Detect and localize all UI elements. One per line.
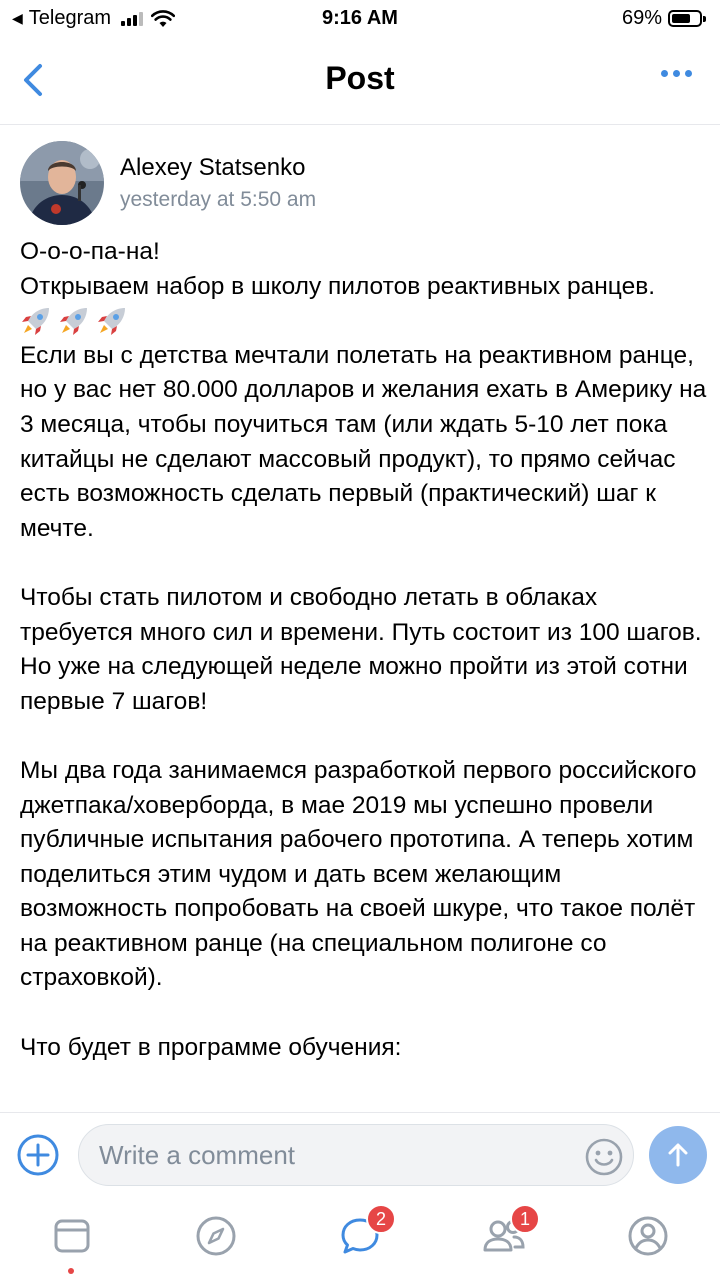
tab-friends[interactable] bbox=[480, 1208, 530, 1260]
avatar[interactable] bbox=[20, 141, 104, 225]
tab-profile[interactable] bbox=[624, 1212, 672, 1260]
author-name[interactable]: Alexey Statsenko bbox=[120, 154, 306, 181]
tab-messages[interactable] bbox=[336, 1208, 386, 1260]
battery-percent: 69% bbox=[621, 7, 662, 29]
add-attachment-icon[interactable] bbox=[16, 1133, 60, 1177]
status-bar bbox=[0, 0, 720, 36]
news-feed-icon bbox=[52, 1216, 92, 1256]
friends-badge: 1 bbox=[510, 1204, 540, 1234]
post-timestamp: yesterday at 5:50 am bbox=[120, 188, 317, 211]
messages-badge: 2 bbox=[366, 1204, 396, 1234]
battery-icon bbox=[668, 10, 702, 27]
back-triangle-icon: ◀ bbox=[12, 10, 23, 26]
clock: 9:16 AM bbox=[322, 7, 398, 29]
post-paragraph: Что будет в программе обучения: bbox=[20, 1033, 402, 1061]
profile-icon bbox=[627, 1215, 669, 1257]
post-paragraph: Чтобы стать пилотом и свободно летать в облаках требуется много сил и времени. Путь состоит из 100 шагов. Но уже на следующей неделе можно пройти из этой сотни первые 7 шагов! bbox=[20, 583, 702, 715]
rocket-icon bbox=[58, 305, 90, 337]
tab-news[interactable] bbox=[48, 1212, 96, 1260]
page-title: Post bbox=[325, 60, 395, 96]
compass-icon bbox=[195, 1215, 237, 1257]
post-paragraph: Если вы с детства мечтали полетать на реактивном ранце, но у вас нет 80.000 долларов и желания ехать в Америку на 3 месяца, чтобы поучиться там (или ждать 5-10 лет пока китайцы не сделают массовый продукт), то прямо сейчас есть возможность сделать первый (практический) шаг к мечте. bbox=[20, 341, 707, 542]
navigation-header bbox=[0, 40, 720, 120]
rocket-emoji-row bbox=[20, 304, 710, 339]
post-line: Открываем набор в школу пилотов реактивных ранцев. bbox=[20, 272, 656, 300]
rocket-icon bbox=[20, 305, 52, 337]
back-app-label: Telegram bbox=[28, 7, 112, 29]
more-options-icon[interactable] bbox=[661, 70, 692, 77]
post-line: О-о-о-па-на! bbox=[20, 238, 160, 265]
send-button[interactable] bbox=[649, 1126, 707, 1184]
comment-input[interactable] bbox=[78, 1124, 634, 1186]
header-divider bbox=[0, 124, 720, 125]
post-text bbox=[20, 235, 710, 1105]
arrow-up-icon bbox=[664, 1141, 692, 1169]
post-author[interactable] bbox=[20, 140, 316, 226]
post-paragraph: Мы два года занимаемся разработкой первого российского джетпака/ховерборда, в мае 2019 мы успешно провели публичные испытания рабочего прототипа. А теперь хотим поделиться этим чудом и дать всем желающим возможность попробовать на своей шкуре, что такое полёт на реактивном ранце (на специальном полигоне со страховкой). bbox=[20, 756, 697, 992]
emoji-smile-icon[interactable] bbox=[584, 1137, 624, 1177]
tab-discover[interactable] bbox=[192, 1212, 240, 1260]
comment-bar bbox=[0, 1112, 720, 1196]
bottom-tab-bar bbox=[0, 1196, 720, 1280]
unread-dot bbox=[68, 1268, 74, 1274]
rocket-icon bbox=[96, 305, 128, 337]
